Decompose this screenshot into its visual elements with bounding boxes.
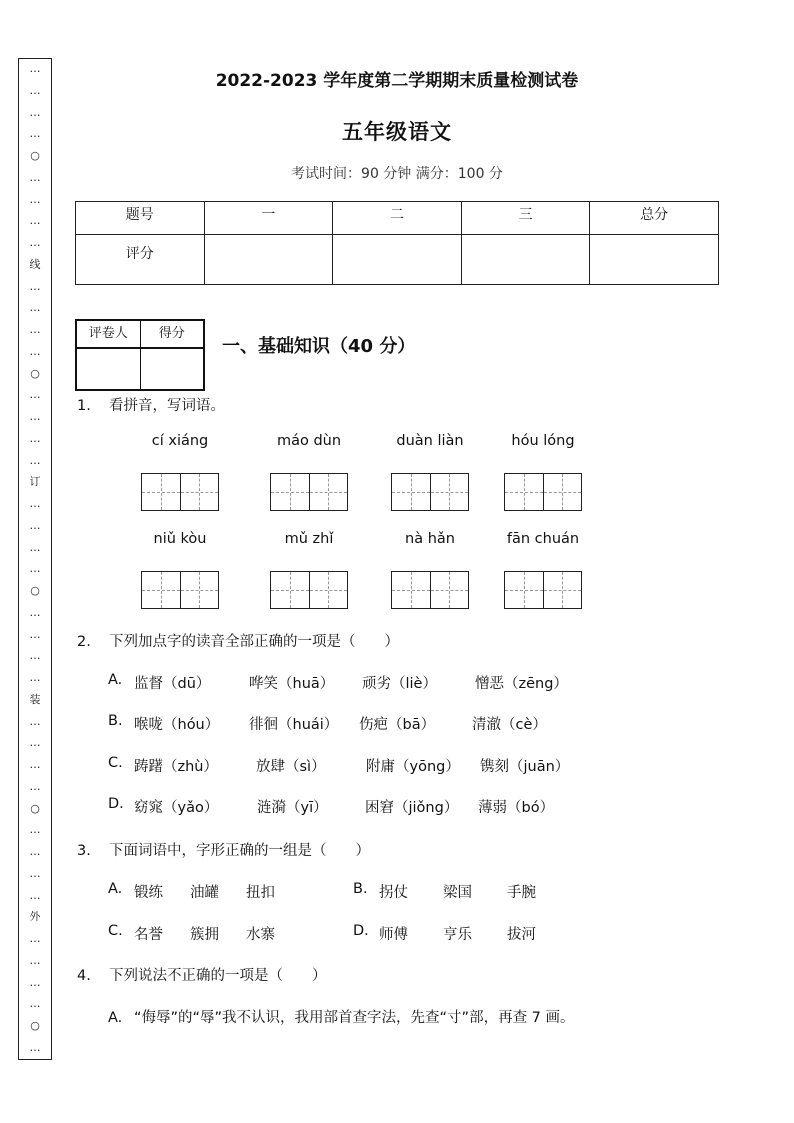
question-4 xyxy=(77,964,327,985)
binding-strip-mark: … xyxy=(29,932,41,945)
option-row[interactable] xyxy=(353,923,536,943)
score-table-score-row xyxy=(76,235,719,285)
binding-strip-mark: … xyxy=(29,214,41,228)
score-cell[interactable] xyxy=(333,235,462,285)
binding-strip-mark: … xyxy=(29,497,41,510)
writing-grid[interactable] xyxy=(504,473,582,511)
binding-strip-mark: 装 xyxy=(29,692,41,706)
pinyin-label: nà hǎn xyxy=(405,531,455,547)
option-row[interactable] xyxy=(108,923,275,943)
option-row[interactable] xyxy=(353,881,536,901)
score-cell[interactable] xyxy=(590,235,719,285)
score-header-cell: 二 xyxy=(333,202,462,235)
score-header-cell: 总分 xyxy=(590,202,719,235)
option-word: 哗笑（huā） xyxy=(249,676,335,692)
option-word: 梁国 xyxy=(443,885,472,901)
binding-strip-mark: … xyxy=(29,997,41,1011)
binding-strip-marks xyxy=(19,63,51,1053)
score-row-label: 评分 xyxy=(76,235,205,285)
option-letter: B. xyxy=(108,713,123,729)
option-word: 踌躇（zhù） xyxy=(134,759,218,775)
binding-strip-mark: … xyxy=(29,105,41,119)
score-header-cell: 一 xyxy=(204,202,333,235)
option-word: 簇拥 xyxy=(190,927,219,943)
binding-strip-mark: … xyxy=(29,388,41,402)
binding-strip-mark: … xyxy=(29,866,41,880)
question-3 xyxy=(77,839,370,860)
option-row[interactable] xyxy=(108,713,547,733)
page-title: 2022-2023 学年度第二学期期末质量检测试卷 xyxy=(215,71,579,91)
binding-strip xyxy=(18,58,52,1060)
option-word: 窈窕（yǎo） xyxy=(134,800,219,816)
option-word: 憎恶（zēng） xyxy=(475,676,568,692)
binding-strip-mark: ○ xyxy=(30,149,40,162)
grader-header-cell: 得分 xyxy=(140,320,204,348)
option-word: 锻练 xyxy=(134,885,163,901)
binding-strip-mark: 外 xyxy=(29,910,41,924)
option-row[interactable] xyxy=(108,881,275,901)
writing-grid[interactable] xyxy=(391,473,469,511)
grader-score-cell[interactable] xyxy=(140,348,204,390)
option-word: 水寨 xyxy=(246,927,275,943)
binding-strip-mark: … xyxy=(29,62,41,75)
question-text: 看拼音，写词语。 xyxy=(109,398,225,414)
binding-strip-mark: … xyxy=(29,192,41,206)
question-number: 1. xyxy=(77,398,91,414)
option-letter: A. xyxy=(108,881,123,897)
option-letter: D. xyxy=(353,923,369,939)
score-header-cell: 题号 xyxy=(76,202,205,235)
binding-strip-mark: … xyxy=(29,627,41,641)
binding-strip-mark: ○ xyxy=(30,801,40,815)
option-word: 徘徊（huái） xyxy=(249,717,339,733)
binding-strip-mark: … xyxy=(29,301,41,315)
question-number: 2. xyxy=(77,634,91,650)
option-letter: D. xyxy=(108,796,124,812)
binding-strip-mark: … xyxy=(29,953,41,967)
score-cell[interactable] xyxy=(204,235,333,285)
option-word: 亨乐 xyxy=(443,927,472,943)
writing-grid[interactable] xyxy=(141,571,219,609)
writing-grid[interactable] xyxy=(270,571,348,609)
binding-strip-mark: … xyxy=(29,127,41,141)
exam-info: 考试时间：90 分钟 满分：100 分 xyxy=(291,166,503,182)
question-text: 下面词语中，字形正确的一组是（ ） xyxy=(109,843,370,859)
pinyin-label: niǔ kòu xyxy=(153,531,207,547)
score-header-cell: 三 xyxy=(461,202,590,235)
binding-strip-mark: … xyxy=(29,888,41,902)
binding-strip-mark: … xyxy=(29,170,41,184)
option-letter: A. xyxy=(108,672,123,688)
binding-strip-mark: … xyxy=(29,779,41,793)
binding-strip-mark: … xyxy=(29,736,41,750)
writing-grid[interactable] xyxy=(270,473,348,511)
grader-cell[interactable] xyxy=(76,348,140,390)
binding-strip-mark: … xyxy=(29,1040,41,1054)
pinyin-label: hóu lóng xyxy=(511,433,575,449)
option-letter: B. xyxy=(353,881,368,897)
option-word: 扭扣 xyxy=(246,885,275,901)
pinyin-label: fān chuán xyxy=(506,531,580,547)
score-table-header-row xyxy=(76,202,719,235)
writing-grid[interactable] xyxy=(391,571,469,609)
binding-strip-mark: … xyxy=(29,758,41,771)
question-number: 4. xyxy=(77,968,91,984)
option-word: 拐仗 xyxy=(379,885,408,901)
option-word: 困窘（jiǒng） xyxy=(365,800,459,816)
option-word: 顽劣（liè） xyxy=(362,676,437,692)
option-letter: A. xyxy=(108,1010,123,1026)
option-word: 清澈（cè） xyxy=(472,717,547,733)
binding-strip-mark: ○ xyxy=(30,584,40,597)
option-word: 喉咙（hóu） xyxy=(134,717,220,733)
option-row[interactable] xyxy=(108,755,570,775)
score-table xyxy=(75,201,719,285)
binding-strip-mark: … xyxy=(29,236,41,249)
binding-strip-mark: … xyxy=(29,344,41,358)
pinyin-label: máo dùn xyxy=(276,433,342,449)
grader-header-cell: 评卷人 xyxy=(76,320,140,348)
option-letter: C. xyxy=(108,923,123,939)
binding-strip-mark: … xyxy=(29,410,41,423)
option-word: 师傅 xyxy=(379,927,408,943)
writing-grid[interactable] xyxy=(504,571,582,609)
pinyin-label: mǔ zhǐ xyxy=(284,531,334,547)
question-1 xyxy=(77,394,225,415)
option-word: 手腕 xyxy=(507,885,536,901)
binding-strip-mark: … xyxy=(29,323,41,336)
binding-strip-mark: … xyxy=(29,562,41,576)
option-word: 伤疤（bā） xyxy=(359,717,436,733)
option-row[interactable] xyxy=(108,796,555,816)
option-word: 薄弱（bó） xyxy=(478,800,555,816)
option-word: 拔河 xyxy=(507,927,536,943)
question-2 xyxy=(77,630,399,651)
option-word: 附庸（yōng） xyxy=(366,759,460,775)
section-heading: 一、基础知识（40 分） xyxy=(222,336,416,357)
binding-strip-mark: … xyxy=(29,714,41,728)
binding-strip-mark: … xyxy=(29,845,41,858)
option-letter: C. xyxy=(108,755,123,771)
grader-box xyxy=(75,319,205,391)
option-word: 镌刻（juān） xyxy=(480,759,570,775)
question-text: 下列说法不正确的一项是（ ） xyxy=(109,968,327,984)
option-word: 监督（dū） xyxy=(134,676,211,692)
option-text: “侮辱”的“辱”我不认识，我用部首查字法，先查“寸”部，再查 7 画。 xyxy=(134,1010,575,1026)
binding-strip-mark: 订 xyxy=(29,475,41,489)
binding-strip-mark: … xyxy=(29,279,41,293)
page-subtitle: 五年级语文 xyxy=(342,120,452,144)
question-text: 下列加点字的读音全部正确的一项是（ ） xyxy=(109,634,399,650)
option-word: 放肆（sì） xyxy=(256,759,326,775)
binding-strip-mark: … xyxy=(29,83,41,97)
binding-strip-mark: … xyxy=(29,671,41,684)
pinyin-label: duàn liàn xyxy=(396,433,464,449)
binding-strip-mark: 线 xyxy=(29,257,41,271)
option-word: 名誉 xyxy=(134,927,163,943)
binding-strip-mark: ○ xyxy=(30,1019,40,1032)
option-word: 油罐 xyxy=(190,885,219,901)
option-row[interactable] xyxy=(108,1006,575,1027)
binding-strip-mark: ○ xyxy=(30,366,40,380)
pinyin-label: cí xiáng xyxy=(151,433,209,449)
question-number: 3. xyxy=(77,843,91,859)
binding-strip-mark: … xyxy=(29,649,41,663)
option-word: 涟漪（yī） xyxy=(257,800,328,816)
binding-strip-mark: … xyxy=(29,431,41,445)
binding-strip-mark: … xyxy=(29,823,41,837)
binding-strip-mark: … xyxy=(29,975,41,989)
score-cell[interactable] xyxy=(461,235,590,285)
writing-grid[interactable] xyxy=(141,473,219,511)
binding-strip-mark: … xyxy=(29,540,41,554)
option-row[interactable] xyxy=(108,672,568,692)
binding-strip-mark: … xyxy=(29,518,41,532)
binding-strip-mark: … xyxy=(29,605,41,619)
binding-strip-mark: … xyxy=(29,453,41,467)
